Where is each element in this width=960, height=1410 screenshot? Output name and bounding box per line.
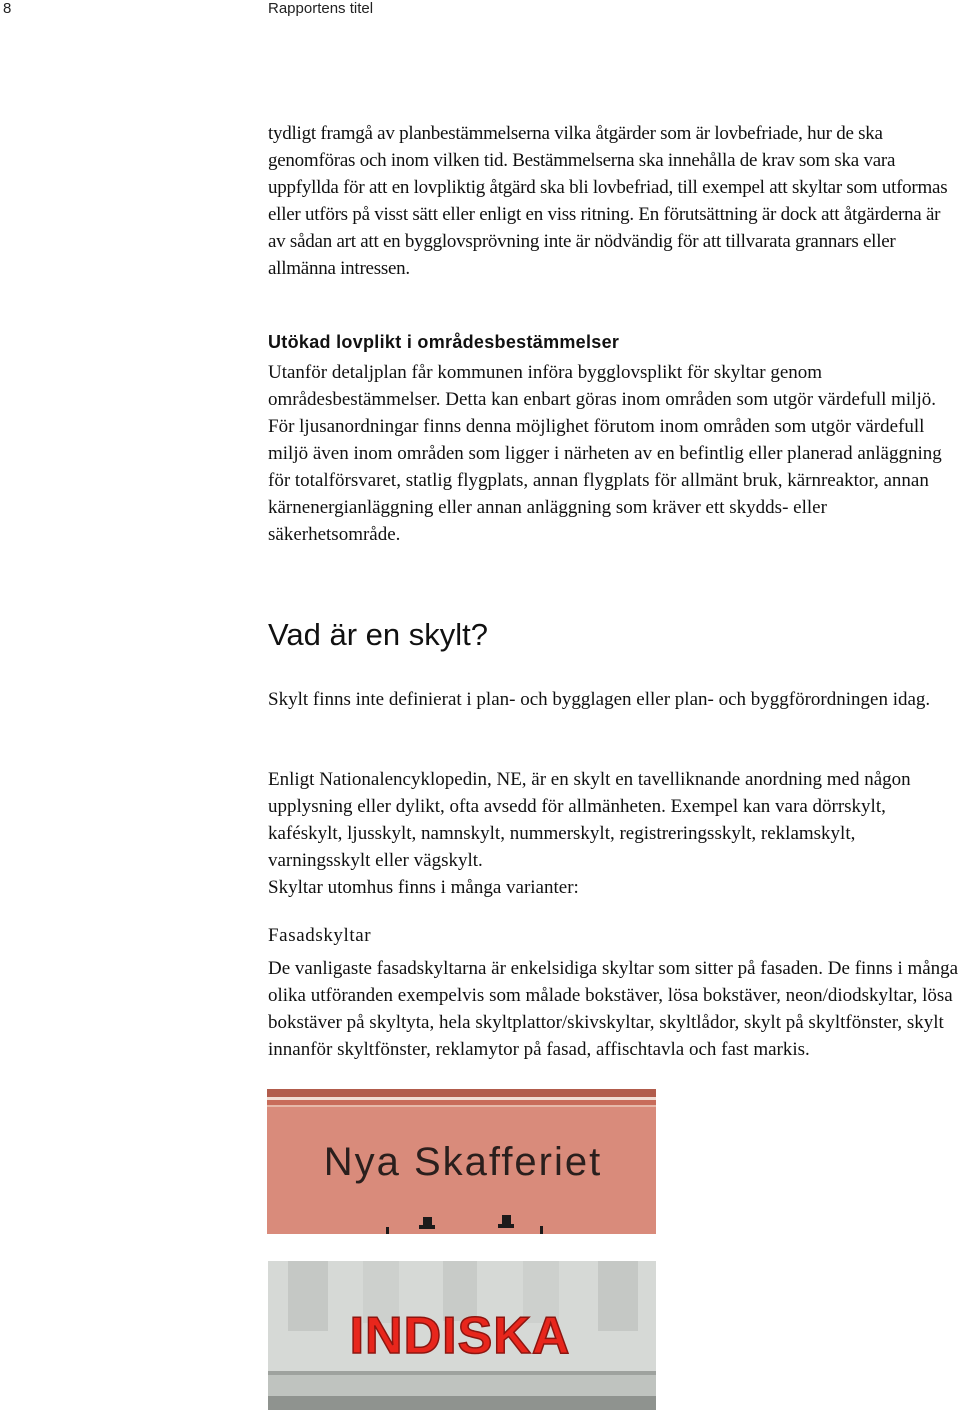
chapter-heading: Vad är en skylt? (268, 617, 488, 652)
facade-photo-svg (267, 1089, 656, 1234)
photo-nya-skafferiet (267, 1089, 656, 1234)
painted-sign-text: Nya Skafferiet (323, 1140, 603, 1184)
definition-paragraph: Skylt finns inte definierat i plan- och bygglagen eller plan- och byggförordningen idag. (268, 689, 931, 710)
section-heading: Utökad lovplikt i områdesbestämmelser (268, 332, 620, 352)
ne-block (268, 766, 960, 901)
intro-paragraph: tydligt framgå av planbestämmelserna vilka åtgärder som är lovbefriade, hur de ska genomföras och inom vilken tid. Bestämmelserna ska innehålla de krav som ska vara uppfyllda för att en lovpliktig åtgärd ska bli lovbefriad, till exempel att skyltar som utformas eller utförs på visst sätt eller enligt en viss ritning. En förutsättning är dock att åtgärderna är av sådan art att en bygglovsprövning inte är nödvändig för att tillvarata grannars eller allmänna intressen. (268, 123, 948, 279)
section-body-paragraph: Utanför detaljplan får kommunen införa bygglovsplikt för skyltar genom områdesbestämmelser. Detta kan enbart göras inom områden som utgör värdefull miljö. För ljusanordningar finns denna möjlighet förutom inom områden som utgör värdefull miljö även inom områden som ligger i närheten av en befintlig eller planerad anläggning för totalförsvaret, statlig flygplats, annan flygplats för allmänt bruk, kärnreaktor, annan kärnenergianläggning eller annan anläggning som kräver ett skydds- eller säkerhetsområde. (268, 362, 942, 545)
running-title: Rapportens titel (268, 0, 374, 17)
page-number: 8 (3, 0, 12, 17)
neon-sign-text: INDISKA (349, 1307, 571, 1365)
definition-block (268, 686, 960, 713)
neon-photo-svg (268, 1261, 656, 1410)
section-body-block (268, 359, 960, 548)
intro-block (268, 120, 960, 282)
facade-block (268, 955, 960, 1063)
page-header (0, 0, 960, 20)
subheading-fasadskyltar: Fasadskyltar (268, 925, 372, 946)
variants-line: Skyltar utomhus finns i många varianter: (268, 877, 579, 898)
facade-paragraph: De vanligaste fasadskyltarna är enkelsidiga skyltar som sitter på fasaden. De finns i många olika utföranden exempelvis som målade bokstäver, lösa bokstäver, neon/diodskyltar, lösa bokstäver på skyltyta, hela skyltplattor/skivskyltar, skyltlådor, skylt på skyltfönster, skylt innanför skyltfönster, reklamytor på fasad, affischtavla och fast markis. (268, 958, 959, 1060)
photo-indiska (268, 1261, 656, 1410)
ne-paragraph: Enligt Nationalencyklopedin, NE, är en skylt en tavelliknande anordning med någon upplysning eller dylikt, ofta avsedd för allmänheten. Exempel kan vara dörrskylt, kaféskylt, ljusskylt, namnskylt, nummerskylt, registreringsskylt, reklamskylt, varningsskylt eller vägskylt. (268, 769, 911, 871)
